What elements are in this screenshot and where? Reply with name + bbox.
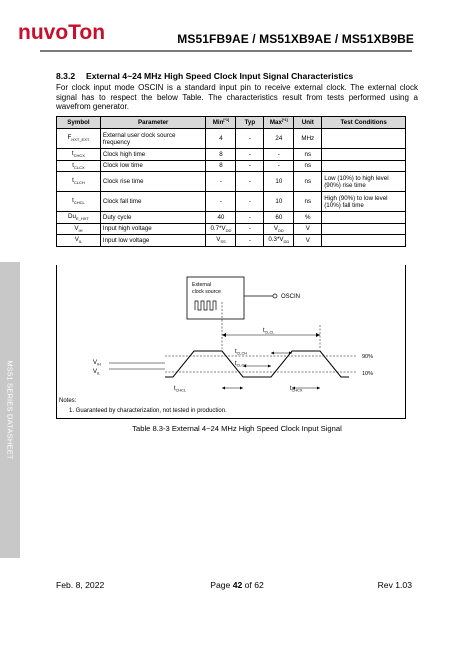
cell-conditions xyxy=(322,129,406,149)
nuvoton-logo xyxy=(18,22,136,49)
col-test-conditions: Test Conditions xyxy=(322,117,406,129)
clock-spec-table xyxy=(56,116,406,247)
cell-max: 10 xyxy=(264,192,294,212)
table-row xyxy=(57,149,406,161)
cell-conditions xyxy=(322,212,406,224)
cell-symbol: $t_{CLCH}$ xyxy=(57,172,101,192)
table-row xyxy=(57,235,406,247)
section-paragraph: For clock input mode OSCIN is a standard input pin to receive external clock. The external clock signal has to respect the below Table. The characteristics result from tests performed using a wavefrom generator. xyxy=(56,83,418,112)
cell-symbol: $F_{HXT\_EXT}$ xyxy=(57,129,101,149)
footer-revision: Rev 1.03 xyxy=(377,580,412,590)
cell-min: $0.7*V_{DD}$ xyxy=(206,223,236,235)
cell-conditions xyxy=(322,235,406,247)
notes-title: Notes: xyxy=(59,398,77,404)
cell-unit: ns xyxy=(294,160,322,172)
cell-parameter: Input high voltage xyxy=(100,223,206,235)
cell-parameter: Clock high time xyxy=(100,149,206,161)
section-heading xyxy=(56,71,353,81)
col-symbol: Symbol xyxy=(57,117,101,129)
cell-max: $V_{DD}$ xyxy=(264,223,294,235)
cell-typ: - xyxy=(236,149,264,161)
document-title: MS51FB9AE / MS51XB9AE / MS51XB9BE xyxy=(177,32,414,46)
cell-unit: V xyxy=(294,235,322,247)
cell-conditions: High (90%) to low level (10%) fall time xyxy=(322,192,406,212)
side-tab xyxy=(0,262,20,558)
label-tclcl: $t_{CLCL}$ xyxy=(263,328,275,335)
cell-min: $V_{SS}$ xyxy=(206,235,236,247)
clock-source-label-2: clock source xyxy=(192,289,221,295)
oscin-label: OSCIN xyxy=(281,294,301,300)
note-1: 1. Guaranteed by characterization, not tested in production. xyxy=(69,408,227,414)
col-min: Min[*1] xyxy=(206,117,236,129)
cell-parameter: Input low voltage xyxy=(100,235,206,247)
page-number: 42 xyxy=(232,580,243,590)
label-tclch: $t_{CLCH}$ xyxy=(235,349,248,356)
footer-page: Page 42 of 62 xyxy=(210,580,264,590)
notes xyxy=(59,396,227,416)
cell-parameter: Duty cycle xyxy=(100,212,206,224)
cell-typ: - xyxy=(236,235,264,247)
label-10pct: 10% xyxy=(362,371,374,377)
cell-unit: % xyxy=(294,212,322,224)
cell-max: 60 xyxy=(264,212,294,224)
cell-symbol: $V_{IL}$ xyxy=(57,235,101,247)
cell-unit: ns xyxy=(294,192,322,212)
cell-unit: MHz xyxy=(294,129,322,149)
label-tchcx: $t_{CHCX}$ xyxy=(290,386,303,393)
cell-parameter: Clock fall time xyxy=(100,192,206,212)
cell-min: 4 xyxy=(206,129,236,149)
cell-typ: - xyxy=(236,172,264,192)
logo-svg xyxy=(18,22,136,44)
cell-parameter: External user clock source frequency xyxy=(100,129,206,149)
cell-min: - xyxy=(206,192,236,212)
section-title: External 4~24 MHz High Speed Clock Input Signal Characteristics xyxy=(86,71,354,81)
clock-waveform xyxy=(165,351,349,377)
table-row xyxy=(57,160,406,172)
cell-typ: - xyxy=(236,223,264,235)
cell-unit: ns xyxy=(294,172,322,192)
square-wave-icon xyxy=(195,301,216,310)
cell-unit: V xyxy=(294,223,322,235)
section-number: 8.3.2 xyxy=(56,71,76,81)
label-vih: $V_{IH}$ xyxy=(93,360,101,367)
cell-max: $0.3*V_{DD}$ xyxy=(264,235,294,247)
col-max: Max[*1] xyxy=(264,117,294,129)
cell-conditions: Low (10%) to high level (90%) rise time xyxy=(322,172,406,192)
cell-conditions xyxy=(322,149,406,161)
cell-symbol: $t_{CHCX}$ xyxy=(57,149,101,161)
cell-min: 40 xyxy=(206,212,236,224)
clock-source-label-1: External xyxy=(192,282,212,288)
cell-max: - xyxy=(264,160,294,172)
cell-conditions xyxy=(322,223,406,235)
cell-symbol: $Du_{E\_HXT}$ xyxy=(57,212,101,224)
label-vil: $V_{IL}$ xyxy=(93,369,101,376)
table-row xyxy=(57,223,406,235)
cell-parameter: Clock low time xyxy=(100,160,206,172)
cell-typ: - xyxy=(236,160,264,172)
table-header-row xyxy=(57,117,406,129)
label-tchcl: $t_{CHCL}$ xyxy=(174,386,187,393)
cell-min: - xyxy=(206,172,236,192)
cell-max: - xyxy=(264,149,294,161)
cell-conditions xyxy=(322,160,406,172)
cell-symbol: $V_{IH}$ xyxy=(57,223,101,235)
header-rule xyxy=(40,50,412,52)
oscin-pin xyxy=(273,294,277,298)
cell-max: 10 xyxy=(264,172,294,192)
cell-min: 8 xyxy=(206,149,236,161)
table-row xyxy=(57,172,406,192)
cell-symbol: $t_{CLCX}$ xyxy=(57,160,101,172)
table-row xyxy=(57,129,406,149)
col-typ: Typ xyxy=(236,117,264,129)
col-parameter: Parameter xyxy=(100,117,206,129)
label-tclcx: $t_{CLCX}$ xyxy=(235,361,247,368)
cell-max: 24 xyxy=(264,129,294,149)
cell-typ: - xyxy=(236,212,264,224)
cell-min: 8 xyxy=(206,160,236,172)
table-row xyxy=(57,212,406,224)
logo-text: nuvoTon xyxy=(18,22,106,44)
table-row xyxy=(57,192,406,212)
side-tab-label: MS51 SERIES DATASHEET xyxy=(5,360,15,460)
cell-symbol: $t_{CHCL}$ xyxy=(57,192,101,212)
footer-date: Feb. 8, 2022 xyxy=(56,580,105,590)
cell-typ: - xyxy=(236,129,264,149)
cell-unit: ns xyxy=(294,149,322,161)
table-caption: Table 8.3-3 External 4~24 MHz High Speed Clock Input Signal xyxy=(132,424,342,433)
label-90pct: 90% xyxy=(362,354,374,360)
cell-typ: - xyxy=(236,192,264,212)
cell-parameter: Clock rise time xyxy=(100,172,206,192)
col-unit: Unit xyxy=(294,117,322,129)
